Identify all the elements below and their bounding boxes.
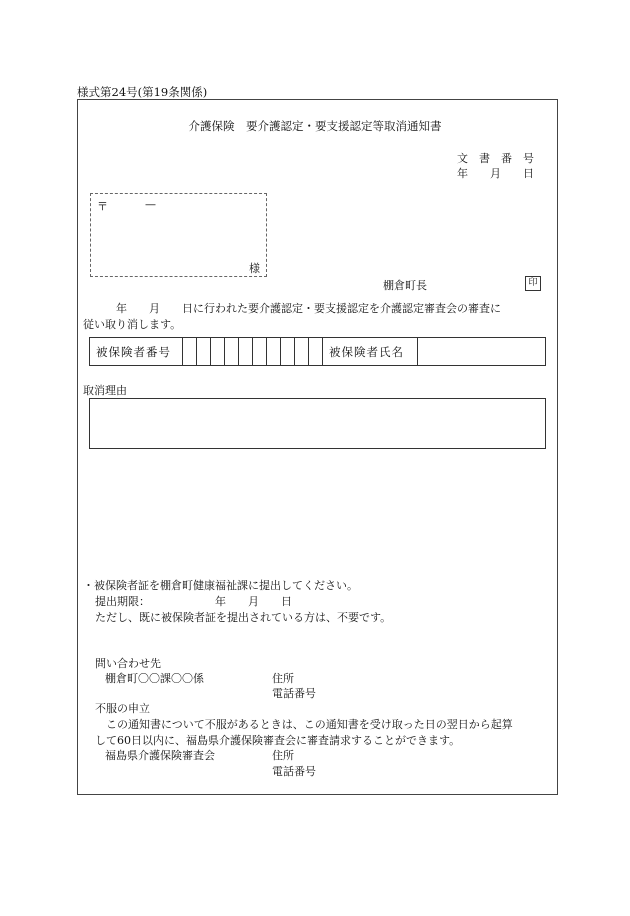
inquiry-heading: 問い合わせ先	[95, 657, 161, 670]
body-text-line2: 従い取り消します。	[83, 318, 182, 331]
insured-number-digit-cell[interactable]	[239, 338, 253, 365]
seal-mark: 印	[525, 276, 541, 291]
insured-number-digit-cell[interactable]	[281, 338, 295, 365]
insured-number-digit-cell[interactable]	[267, 338, 281, 365]
insured-number-digit-cell[interactable]	[225, 338, 239, 365]
insured-number-digit-cell[interactable]	[295, 338, 309, 365]
inquiry-phone-label: 電話番号	[272, 687, 316, 700]
insured-number-digit-cell[interactable]	[309, 338, 323, 365]
postal-mark: 〒	[97, 200, 108, 213]
insured-number-label: 被保険者番号	[90, 338, 183, 365]
appeal-body-name: 福島県介護保険審査会	[105, 749, 215, 762]
insured-number-digit-cell[interactable]	[197, 338, 211, 365]
deadline-date: 年 月 日	[215, 595, 292, 608]
appeal-phone-label: 電話番号	[272, 765, 316, 778]
insured-name-label: 被保険者氏名	[323, 338, 418, 365]
submission-exception: ただし、既に被保険者証を提出されている方は、不要です。	[95, 611, 392, 624]
postal-dash: —	[145, 198, 156, 211]
insured-number-digit-cell[interactable]	[253, 338, 267, 365]
appeal-heading: 不服の申立	[95, 702, 150, 715]
inquiry-office: 棚倉町〇〇課〇〇係	[105, 672, 204, 685]
appeal-text-line1: この通知書について不服があるときは、この通知書を受け取った日の翌日から起算	[95, 718, 513, 731]
insured-number-digit-cell[interactable]	[183, 338, 197, 365]
cancel-reason-box[interactable]	[89, 398, 546, 449]
submission-notice: ・被保険者証を棚倉町健康福祉課に提出してください。	[83, 579, 358, 592]
document-number-label: 文 書 番 号	[457, 152, 534, 165]
issue-date: 年 月 日	[457, 167, 534, 180]
form-number: 様式第24号(第19条関係)	[77, 85, 208, 99]
deadline-label: 提出期限：	[95, 595, 150, 608]
recipient-honorific: 様	[249, 262, 260, 275]
recipient-address-box	[90, 193, 267, 277]
appeal-text-line2: して60日以内に、福島県介護保険審査会に審査請求することができます。	[95, 734, 461, 747]
document-title: 介護保険 要介護認定・要支援認定等取消通知書	[188, 119, 442, 133]
inquiry-address-label: 住所	[272, 672, 294, 685]
insured-number-digit-cell[interactable]	[211, 338, 225, 365]
body-text-line1: 年 月 日に行われた要介護認定・要支援認定を介護認定審査会の審査に	[83, 302, 501, 315]
sender-name: 棚倉町長	[383, 279, 427, 292]
insured-name-field[interactable]	[418, 338, 545, 365]
insured-info-table	[89, 337, 546, 366]
cancel-reason-label: 取消理由	[83, 384, 127, 397]
appeal-address-label: 住所	[272, 749, 294, 762]
